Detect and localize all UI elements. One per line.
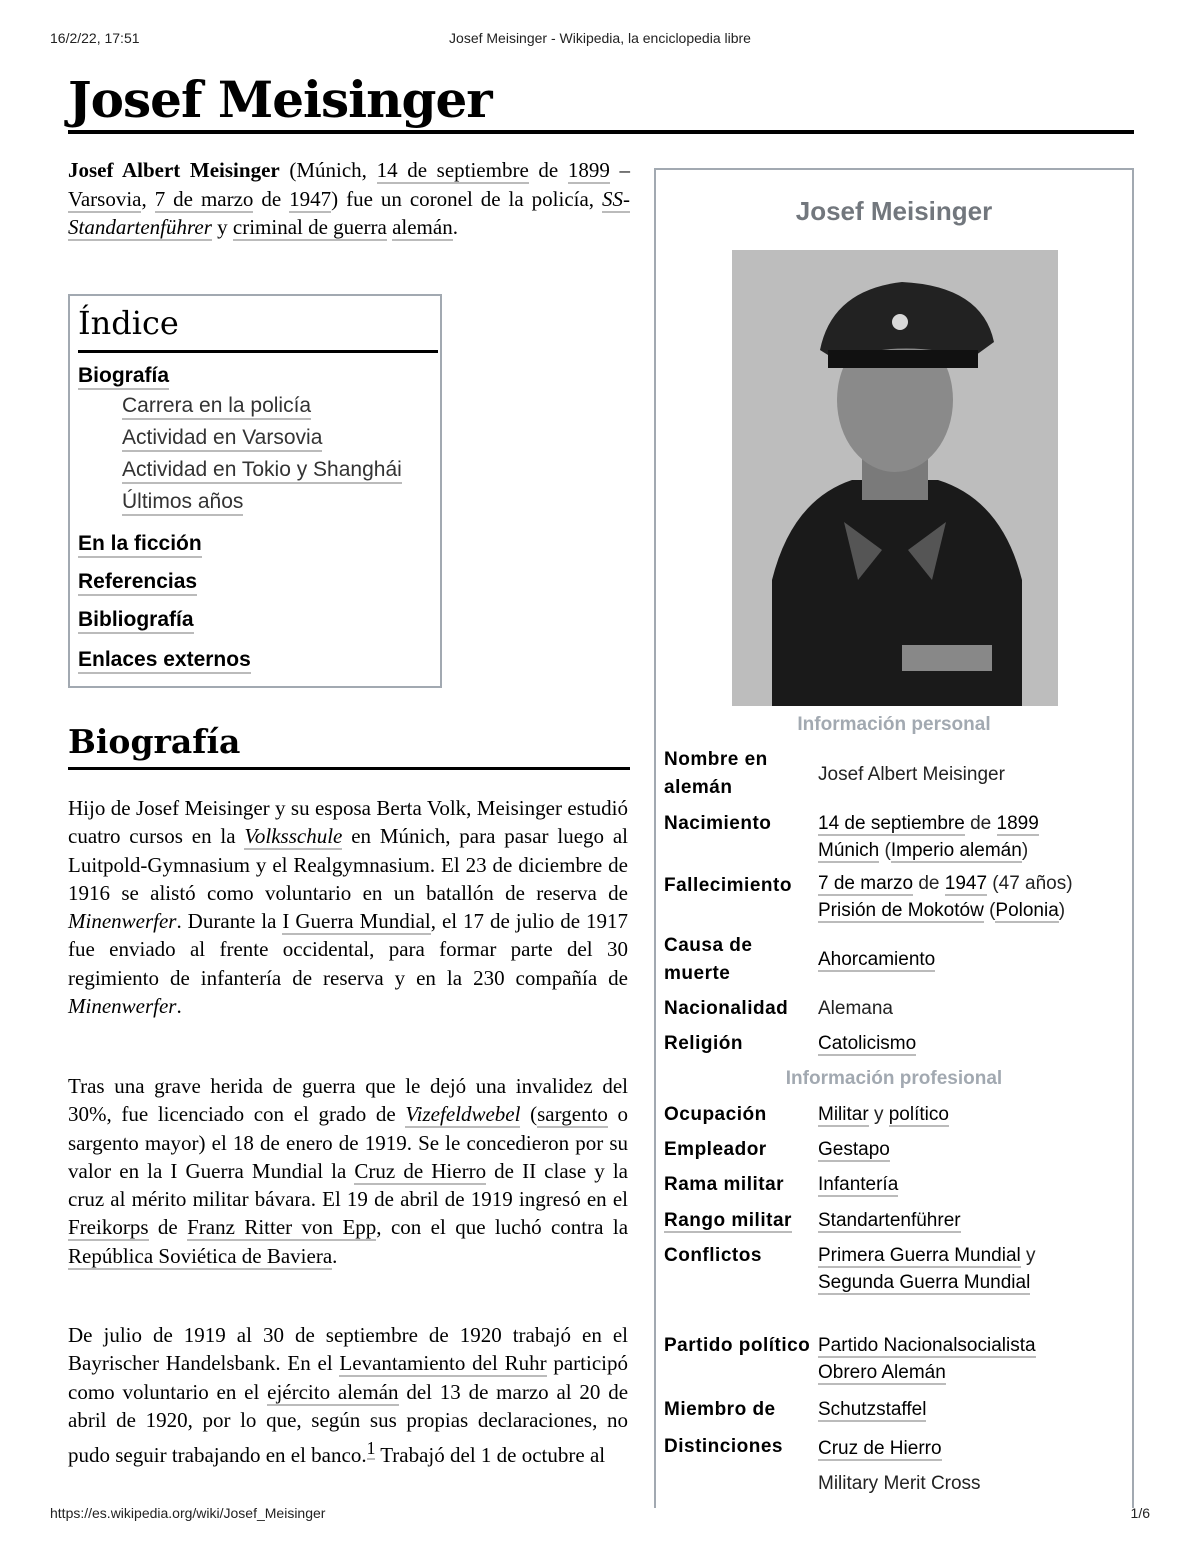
biography-paragraph-1 bbox=[68, 794, 628, 1020]
italic-term: Minenwerfer bbox=[68, 994, 177, 1019]
toc-item-ultimos[interactable]: Últimos años bbox=[122, 490, 243, 516]
link-sargento[interactable]: sargento bbox=[537, 1102, 608, 1127]
title-divider bbox=[68, 130, 1134, 134]
label-causa: Causa de muerte bbox=[664, 935, 753, 984]
text: o sargento mayor) el 18 de enero de 1919. Se le concedieron por su valor en la I Guerra Mundial la bbox=[68, 1102, 629, 1183]
link-schutzstaffel[interactable]: Schutzstaffel bbox=[818, 1399, 927, 1420]
toc-item-varsovia[interactable]: Actividad en Varsovia bbox=[122, 426, 322, 452]
link-freikorps[interactable]: Freikorps bbox=[68, 1215, 149, 1240]
section-profesional: Información profesional bbox=[785, 1068, 1003, 1089]
text: de bbox=[253, 186, 290, 211]
link-aleman[interactable]: alemán bbox=[392, 215, 453, 239]
infobox-title: Josef Meisinger bbox=[795, 196, 993, 226]
link-cruz-hierro-infobox[interactable]: Cruz de Hierro bbox=[818, 1438, 942, 1459]
biography-paragraph-2 bbox=[68, 1072, 628, 1270]
text: de bbox=[913, 873, 945, 894]
text: ( bbox=[983, 900, 996, 921]
value-partido bbox=[818, 1332, 1078, 1386]
text: ) fue un coronel de la policía, bbox=[331, 186, 603, 211]
table-of-contents bbox=[68, 294, 442, 688]
text: Trabajó del 1 de octubre al bbox=[375, 1443, 606, 1468]
label-empleador: Empleador bbox=[664, 1139, 767, 1160]
value-distinciones-2: Military Merit Cross bbox=[818, 1473, 981, 1494]
link-politico[interactable]: político bbox=[888, 1104, 949, 1125]
text: De julio de 1919 al 30 de septiembre de 1920 trabajó en el Bayrischer Handelsbank. En el bbox=[68, 1323, 628, 1376]
link-republica-sovietica[interactable]: República Soviética de Baviera bbox=[68, 1243, 333, 1268]
toc-item-referencias[interactable]: Referencias bbox=[78, 570, 197, 596]
link-fal-anio[interactable]: 1947 bbox=[944, 873, 988, 894]
link-death-date[interactable]: 7 de marzo bbox=[154, 186, 254, 211]
value-miembro bbox=[818, 1396, 1128, 1423]
link-cruz-de-hierro[interactable]: Cruz de Hierro bbox=[354, 1158, 487, 1183]
intro-name: Josef Albert Meisinger bbox=[68, 158, 280, 182]
link-nac-munich[interactable]: Múnich bbox=[818, 840, 880, 861]
text: – bbox=[609, 158, 631, 182]
link-levantamiento-ruhr[interactable]: Levantamiento del Ruhr bbox=[339, 1351, 547, 1376]
text: (Múnich, bbox=[279, 158, 377, 182]
text: ) bbox=[1058, 900, 1066, 921]
link-militar[interactable]: Militar bbox=[818, 1104, 869, 1125]
text: y bbox=[868, 1104, 889, 1125]
label-miembro: Miembro de bbox=[664, 1399, 776, 1420]
value-religion bbox=[818, 1030, 1128, 1057]
toc-item-ficcion[interactable]: En la ficción bbox=[78, 532, 202, 558]
link-gestapo[interactable]: Gestapo bbox=[818, 1139, 890, 1160]
value-fallecimiento bbox=[818, 870, 1128, 924]
print-page-number: 1/6 bbox=[1130, 1505, 1150, 1521]
link-catolicismo[interactable]: Catolicismo bbox=[818, 1033, 917, 1054]
text: ( bbox=[520, 1102, 538, 1127]
link-ss-standartenfuhrer[interactable]: SS-Standartenführer bbox=[68, 186, 631, 239]
value-ocupacion bbox=[818, 1101, 1128, 1128]
toc-divider bbox=[78, 350, 438, 353]
label-nacimiento: Nacimiento bbox=[664, 813, 772, 834]
link-ahorcamiento[interactable]: Ahorcamiento bbox=[818, 949, 936, 970]
label-nombre: Nombre en alemán bbox=[664, 749, 768, 798]
link-criminal-de-guerra[interactable]: criminal de guerra bbox=[232, 215, 387, 239]
intro-paragraph bbox=[68, 156, 630, 242]
toc-item-carrera[interactable]: Carrera en la policía bbox=[122, 394, 311, 420]
text: . Durante la bbox=[176, 909, 283, 934]
text: , con el que luchó contra la bbox=[376, 1215, 629, 1240]
text: ( bbox=[879, 840, 891, 861]
label-ocupacion: Ocupación bbox=[664, 1104, 767, 1125]
value-distinciones bbox=[818, 1435, 1128, 1462]
link-prision-mokotow[interactable]: Prisión de Mokotów bbox=[818, 900, 984, 921]
text: Hijo de Josef Meisinger y su esposa Berta Volk, Meisinger estudió cuatro cursos en la bbox=[68, 796, 628, 849]
reference-link[interactable]: 1 bbox=[366, 1438, 376, 1459]
link-birth-year[interactable]: 1899 bbox=[567, 158, 610, 182]
value-nacionalidad: Alemana bbox=[818, 998, 893, 1019]
text: , el 17 de julio de 1917 fue enviado al frente occidental, para formar parte del 30 regimiento de infantería de reserva y en la 230 compañía de bbox=[68, 909, 629, 990]
link-ejercito-aleman[interactable]: ejército alemán bbox=[267, 1379, 399, 1404]
text: . bbox=[452, 215, 458, 239]
link-polonia[interactable]: Polonia bbox=[995, 900, 1059, 921]
text: . bbox=[332, 1243, 338, 1268]
link-primera-guerra[interactable]: Primera Guerra Mundial bbox=[818, 1245, 1021, 1266]
label-fallecimiento: Fallecimiento bbox=[664, 875, 792, 896]
link-vizefeldwebel[interactable]: Vizefeldwebel bbox=[405, 1102, 521, 1127]
link-volksschule[interactable]: Volksschule bbox=[244, 824, 343, 849]
link-nac-fecha[interactable]: 14 de septiembre bbox=[818, 813, 965, 834]
text: , bbox=[141, 186, 155, 211]
link-nsdap[interactable]: Partido Nacionalsocialista Obrero Alemán bbox=[818, 1335, 1036, 1383]
value-rama bbox=[818, 1171, 1128, 1198]
toc-item-enlaces[interactable]: Enlaces externos bbox=[78, 648, 251, 674]
text: del 13 de marzo al 20 de abril de 1920, por lo que, según sus propias declaraciones, no pudo seguir trabajando en el banco. bbox=[68, 1379, 629, 1468]
section-divider bbox=[68, 767, 630, 770]
link-segunda-guerra[interactable]: Segunda Guerra Mundial bbox=[818, 1272, 1031, 1293]
label-rango bbox=[664, 1207, 812, 1235]
italic-term: Minenwerfer bbox=[68, 909, 177, 934]
print-footer bbox=[50, 1505, 1150, 1525]
value-empleador bbox=[818, 1136, 1128, 1163]
link-franz-ritter-von-epp[interactable]: Franz Ritter von Epp bbox=[187, 1215, 377, 1240]
toc-item-bibliografia[interactable]: Bibliografía bbox=[78, 608, 194, 634]
text: (47 años) bbox=[987, 873, 1073, 894]
section-personal: Información personal bbox=[797, 714, 991, 735]
toc-item-tokio[interactable]: Actividad en Tokio y Shanghái bbox=[122, 458, 402, 484]
value-nacimiento bbox=[818, 810, 1128, 864]
link-infanteria[interactable]: Infantería bbox=[818, 1174, 899, 1195]
link-standartenfuhrer[interactable]: Standartenführer bbox=[818, 1210, 961, 1231]
value-rango bbox=[818, 1207, 1128, 1234]
link-fal-fecha[interactable]: 7 de marzo bbox=[818, 873, 914, 894]
link-death-year[interactable]: 1947 bbox=[289, 186, 332, 211]
biography-paragraph-3 bbox=[68, 1321, 628, 1469]
text: de II clase y la cruz al mérito militar bávara. El 19 de abril de 1919 ingresó en el bbox=[68, 1158, 629, 1212]
value-nombre: Josef Albert Meisinger bbox=[818, 764, 1005, 785]
label-distinciones: Distinciones bbox=[664, 1436, 783, 1457]
portrait-photo-svg bbox=[732, 250, 1058, 706]
link-i-guerra-mundial[interactable]: I Guerra Mundial bbox=[282, 909, 431, 934]
link-varsovia[interactable]: Varsovia bbox=[68, 186, 142, 211]
text: en Múnich, para pasar luego al Luitpold-Gymnasium y el Realgymnasium. El 23 de diciembre de 1916 se alistó como voluntario en un batallón de reserva de bbox=[68, 824, 628, 905]
text: de bbox=[148, 1215, 188, 1240]
label-religion: Religión bbox=[664, 1033, 743, 1054]
toc-title: Índice bbox=[78, 304, 179, 342]
label-nacionalidad: Nacionalidad bbox=[664, 998, 789, 1019]
link-nac-anio[interactable]: 1899 bbox=[996, 813, 1039, 834]
section-heading-biografia: Biografía bbox=[68, 722, 241, 761]
infobox bbox=[654, 168, 1134, 1508]
value-causa bbox=[818, 946, 1128, 973]
value-conflictos bbox=[818, 1242, 1078, 1296]
text: . bbox=[176, 994, 182, 1019]
print-datetime: 16/2/22, 17:51 bbox=[50, 30, 140, 46]
article-title: Josef Meisinger bbox=[68, 70, 492, 129]
text: ) bbox=[1021, 840, 1029, 861]
print-url: https://es.wikipedia.org/wiki/Josef_Meisinger bbox=[50, 1505, 326, 1521]
portrait-photo[interactable] bbox=[732, 250, 1058, 706]
text: de bbox=[964, 813, 997, 834]
text: y bbox=[211, 215, 233, 239]
link-rango-militar[interactable]: Rango militar bbox=[664, 1210, 792, 1231]
print-page-title: Josef Meisinger - Wikipedia, la enciclopedia libre bbox=[449, 30, 751, 46]
toc-item-biografia[interactable]: Biografía bbox=[78, 364, 169, 390]
label-rama: Rama militar bbox=[664, 1174, 785, 1195]
text: Tras una grave herida de guerra que le dejó una invalidez del 30%, fue licenciado con el grado de bbox=[68, 1074, 628, 1127]
label-conflictos: Conflictos bbox=[664, 1245, 762, 1266]
text: participó como voluntario en el bbox=[68, 1351, 628, 1404]
text: y bbox=[1020, 1245, 1036, 1266]
label-partido: Partido político bbox=[664, 1335, 811, 1356]
print-header bbox=[50, 30, 1150, 50]
link-birth-date[interactable]: 14 de septiembre bbox=[376, 158, 529, 182]
link-imperio-aleman[interactable]: Imperio alemán bbox=[890, 840, 1022, 861]
text: de bbox=[528, 158, 568, 182]
